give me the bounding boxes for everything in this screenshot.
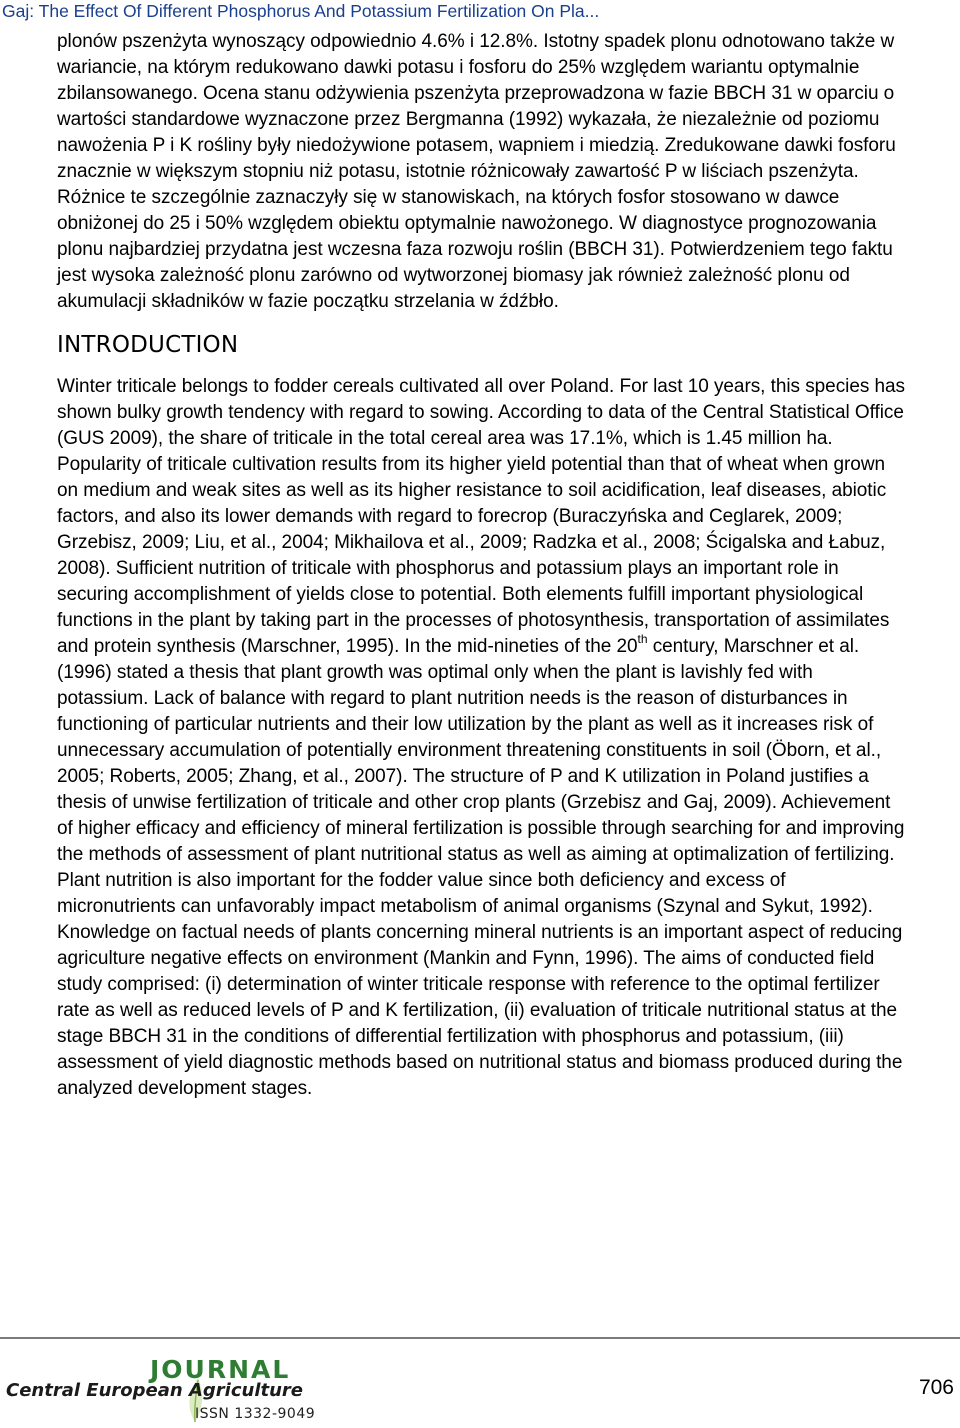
page-footer: [0, 1350, 960, 1428]
introduction-paragraph: [57, 374, 905, 1102]
section-heading: INTRODUCTION: [57, 332, 239, 358]
journal-issn: ISSN 1332-9049: [195, 1406, 316, 1422]
footer-divider: [0, 1337, 960, 1339]
introduction-text-part2: century, Marschner et al. (1996) stated a thesis that plant growth was optimal only when the plant is lavishly fed with potassium. Lack of balance with regard to plant nutrition needs is the reason of disturbances in functioning of particular nutrients and their low utilization by the plant as well as it increases risk of unnecessary accumulation of potentially environment threatening constituents in soil (Öborn, et al., 2005; Roberts, 2005; Zhang, et al., 2007). The structure of P and K utilization in Poland justifies a thesis of unwise fertilization of triticale and other crop plants (Grzebisz and Gaj, 2009). Achievement of higher efficacy and efficiency of mineral fertilization is possible through searching for and improving the methods of assessment of plant nutritional status as well as aiming at optimalization of fertilizing. Plant nutrition is also important for the fodder value since both deficiency and excess of micronutrients can unfavorably impact metabolism of animal organisms (Szynal and Sykut, 1992). Knowledge on factual needs of plants concerning mineral nutrients is an important aspect of reducing agriculture negative effects on environment (Mankin and Fynn, 1996). The aims of conducted field study comprised: (i) determination of winter triticale response with reference to the optimal fertilizer rate as well as reduced levels of P and K fertilization, (ii) evaluation of triticale nutritional status at the stage BBCH 31 in the conditions of differential fertilization with phosphorus and potassium, (iii) assessment of yield diagnostic methods based on nutritional status and biomass produced during the analyzed development stages.: [57, 636, 905, 1099]
article-body: [57, 29, 905, 1102]
journal-logo-word: JOURNAL: [150, 1355, 291, 1384]
introduction-text-part1: Winter triticale belongs to fodder cereals cultivated all over Poland. For last 10 years, this species has shown bulky growth tendency with regard to sowing. According to data of the Central Statistical Office (GUS 2009), the share of triticale in the total cereal area was 17.1%, which is 1.45 million ha. Popularity of triticale cultivation results from its higher yield potential than that of wheat when grown on medium and weak sites as well as its higher resistance to soil acidification, leaf diseases, abiotic factors, and also its lower demands with regard to forecrop (Buraczyńska and Ceglarek, 2009; Grzebisz, 2009; Liu, et al., 2004; Mikhailova et al., 2009; Radzka et al., 2008; Ścigalska and Łabuz, 2008). Sufficient nutrition of triticale with phosphorus and potassium plays an important role in securing accomplishment of yields close to potential. Both elements fulfill important physiological functions in the plant by taking part in the processes of photosynthesis, transportation of assimilates and protein synthesis (Marschner, 1995). In the mid-nineties of the 20: [57, 376, 906, 657]
journal-logo-name: Central European Agriculture: [6, 1380, 303, 1401]
running-header: Gaj: The Effect Of Different Phosphorus And Potassium Fertilization On Pla...: [2, 1, 600, 21]
ordinal-superscript: th: [637, 631, 648, 646]
abstract-polish-paragraph: plonów pszenżyta wynoszący odpowiednio 4.6% i 12.8%. Istotny spadek plonu odnotowano także w wariancie, na którym redukowano dawki potasu i fosforu do 25% względem wariantu optymalnie zbilansowanego. Ocena stanu odżywienia pszenżyta przeprowadzona w fazie BBCH 31 w oparciu o wartości standardowe wyznaczone przez Bergmanna (1992) wykazała, że niezależnie od poziomu nawożenia P i K rośliny były niedożywione potasem, wapniem i miedzią. Zredukowane dawki fosforu znacznie w większym stopniu niż potasu, istotnie różnicowały zawartość P w liściach pszenżyta. Różnice te szczególnie zaznaczyły się w stanowiskach, na których fosfor stosowano w dawce obniżonej do 25 i 50% względem obiektu optymalnie nawożonego. W diagnostyce prognozowania plonu najbardziej przydatna jest wczesna faza rozwoju roślin (BBCH 31). Potwierdzeniem tego faktu jest wysoka zależność plonu zarówno od wytworzonej biomasy jak również zależność plonu od akumulacji składników w fazie początku strzelania w źdźbło.: [57, 31, 896, 312]
page-number: 706: [918, 1376, 954, 1399]
